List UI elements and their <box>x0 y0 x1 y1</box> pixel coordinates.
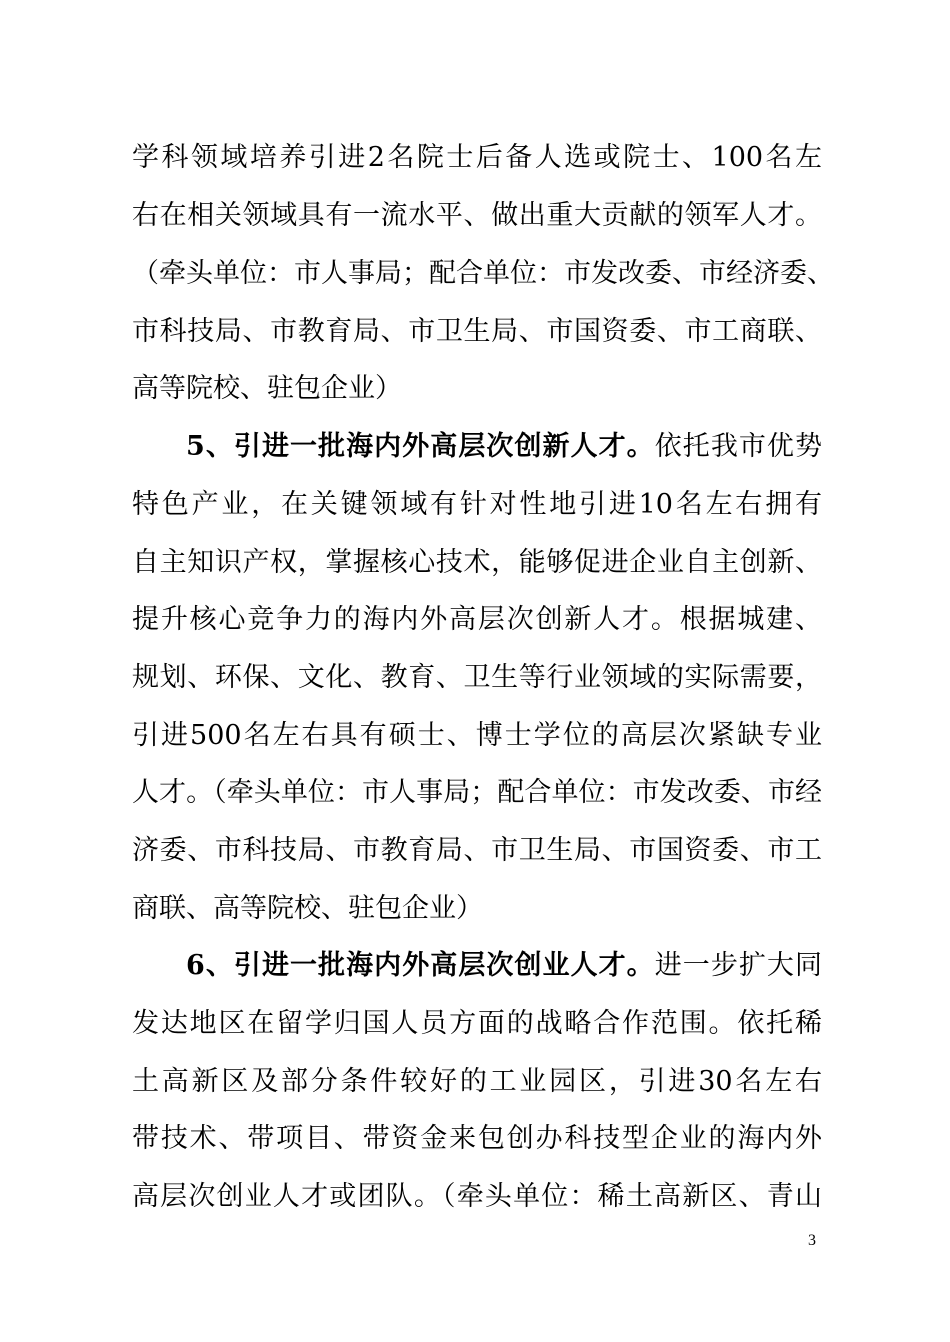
body-line: 右在相关领域具有一流水平、做出重大贡献的领军人才。 <box>132 200 822 231</box>
body-line: 土高新区及部分条件较好的工业园区，引进30名左右 <box>132 1066 822 1097</box>
body-line: 人才。（牵头单位：市人事局；配合单位：市发改委、市经 <box>132 777 822 808</box>
body-line: 发达地区在留学归国人员方面的战略合作范围。依托稀 <box>132 1008 822 1039</box>
item-5-paragraph-start <box>186 427 822 467</box>
body-line: 引进500名左右具有硕士、博士学位的高层次紧缺专业 <box>132 720 822 751</box>
item-6-paragraph-start <box>186 946 822 986</box>
body-text: 依托我市优势 <box>654 431 822 462</box>
body-line: 学科领域培养引进2名院士后备人选或院士、100名左 <box>132 142 822 173</box>
body-line: 市科技局、市教育局、市卫生局、市国资委、市工商联、 <box>132 316 822 347</box>
body-line: 商联、高等院校、驻包企业） <box>132 893 483 924</box>
body-line: 高等院校、驻包企业） <box>132 373 402 404</box>
page-number: 3 <box>808 1232 816 1249</box>
body-line: （牵头单位：市人事局；配合单位：市发改委、市经济委、 <box>132 258 834 289</box>
item-5-heading: 5、引进一批海内外高层次创新人才。 <box>186 431 655 462</box>
body-line: 规划、环保、文化、教育、卫生等行业领域的实际需要， <box>132 662 822 693</box>
body-line: 带技术、带项目、带资金来包创办科技型企业的海内外 <box>132 1123 822 1154</box>
body-line: 自主知识产权，掌握核心技术，能够促进企业自主创新、 <box>132 547 822 578</box>
body-line: 特色产业，在关键领域有针对性地引进10名左右拥有 <box>132 489 822 520</box>
body-line: 高层次创业人才或团队。（牵头单位：稀土高新区、青山 <box>132 1181 822 1212</box>
body-line: 济委、市科技局、市教育局、市卫生局、市国资委、市工 <box>132 835 822 866</box>
item-6-heading: 6、引进一批海内外高层次创业人才。 <box>186 950 655 981</box>
body-line: 提升核心竞争力的海内外高层次创新人才。根据城建、 <box>132 604 822 635</box>
body-text: 进一步扩大同 <box>654 950 822 981</box>
